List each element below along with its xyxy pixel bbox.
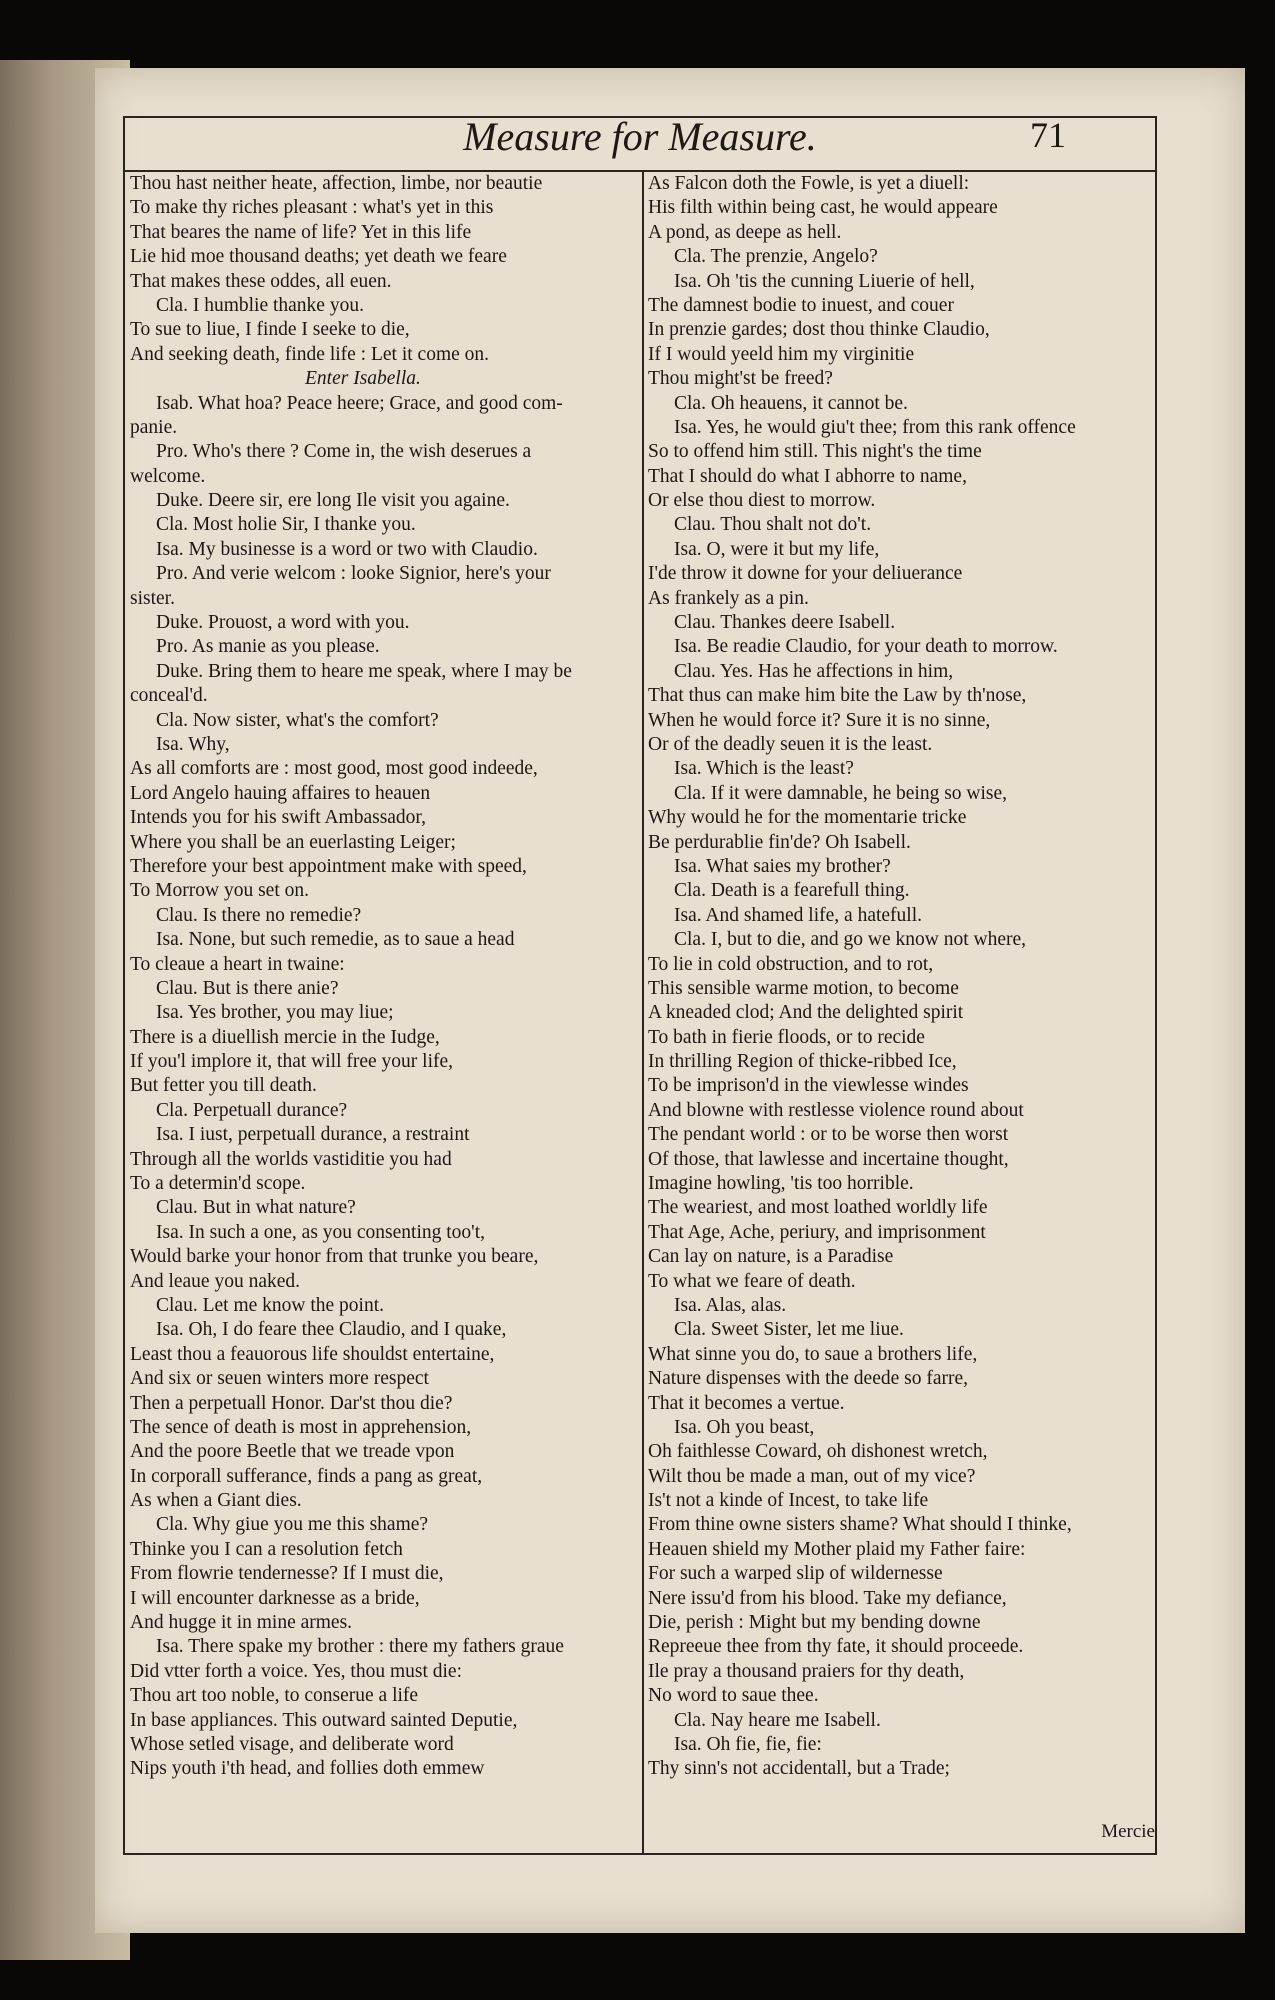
text-line: Isa. Yes brother, you may liue;: [156, 1002, 394, 1024]
text-line: To cleaue a heart in twaine:: [130, 953, 345, 975]
text-line: That beares the name of life? Yet in this life: [130, 221, 472, 243]
text-line: Lie hid moe thousand deaths; yet death we feare: [130, 246, 507, 268]
text-line: Isa. Oh fie, fie, fie:: [674, 1734, 822, 1755]
text-line: Isa. And shamed life, a hatefull.: [674, 904, 923, 926]
text-line: Isa. Oh you beast,: [674, 1416, 815, 1438]
text-line: Isa. Be readie Claudio, for your death to morrow.: [674, 636, 1058, 658]
text-line: sister.: [130, 587, 175, 609]
text-line: Pro. Who's there ? Come in, the wish deserues a: [156, 441, 532, 463]
text-line: Die, perish : Might but my bending downe: [648, 1612, 981, 1634]
text-line: Cla. I, but to die, and go we know not where,: [674, 929, 1027, 951]
text-line: Why would he for the momentarie tricke: [648, 807, 967, 829]
text-line: Be perdurablie fin'de? Oh Isabell.: [648, 831, 911, 853]
text-line: Then a perpetuall Honor. Dar'st thou die?: [130, 1392, 453, 1414]
text-line: Lord Angelo hauing affaires to heauen: [130, 782, 431, 804]
text-line: Thy sinn's not accidentall, but a Trade;: [648, 1758, 950, 1780]
text-line: Isa. In such a one, as you consenting too't,: [156, 1221, 485, 1243]
text-line: To what we feare of death.: [648, 1270, 856, 1292]
text-line: Cla. If it were damnable, he being so wise,: [674, 782, 1008, 804]
text-line: Clau. But is there anie?: [156, 977, 339, 999]
text-line: A kneaded clod; And the delighted spirit: [648, 1002, 964, 1024]
text-line: Least thou a feauorous life shouldst entertaine,: [130, 1343, 495, 1365]
text-line: Isab. What hoa? Peace heere; Grace, and good com-: [156, 392, 563, 414]
right-text-column: [648, 172, 1150, 1782]
text-line: Isa. Which is the least?: [674, 758, 854, 780]
text-line: The weariest, and most loathed worldly life: [648, 1197, 988, 1219]
text-line: Duke. Bring them to heare me speak, where I may be: [156, 660, 572, 682]
text-line: And six or seuen winters more respect: [130, 1368, 429, 1390]
text-line: If you'l implore it, that will free your life,: [130, 1051, 454, 1073]
running-title: Measure for Measure.: [463, 114, 817, 159]
left-text-column: [130, 172, 630, 1782]
text-line: Isa. None, but such remedie, as to saue a head: [156, 929, 515, 951]
text-line: What sinne you do, to saue a brothers life,: [648, 1343, 978, 1365]
text-line: Cla. Nay heare me Isabell.: [674, 1709, 881, 1731]
text-line: As when a Giant dies.: [130, 1490, 302, 1512]
text-line: Enter Isabella.: [305, 368, 421, 390]
text-line: To make thy riches pleasant : what's yet in this: [130, 197, 494, 219]
text-line: Oh faithlesse Coward, oh dishonest wretch,: [648, 1441, 988, 1463]
text-line: Through all the worlds vastiditie you had: [130, 1148, 452, 1170]
text-line: So to offend him still. This night's the time: [648, 441, 982, 463]
text-line: Of those, that lawlesse and incertaine thought,: [648, 1148, 1009, 1170]
text-line: Wilt thou be made a man, out of my vice?: [648, 1465, 976, 1487]
text-line: To a determin'd scope.: [130, 1173, 306, 1195]
text-line: conceal'd.: [130, 685, 208, 707]
text-line: Cla. Now sister, what's the comfort?: [156, 709, 439, 731]
text-line: Isa. Oh 'tis the cunning Liuerie of hell,: [674, 270, 975, 292]
text-line: Nature dispenses with the deede so farre,: [648, 1368, 969, 1390]
text-line: Did vtter forth a voice. Yes, thou must die:: [130, 1660, 463, 1682]
text-line: And seeking death, finde life : Let it come on.: [130, 343, 490, 365]
text-line: Isa. Yes, he would giu't thee; from this rank offence: [674, 416, 1076, 438]
text-line: Therefore your best appointment make with speed,: [130, 855, 527, 877]
text-line: That I should do what I abhorre to name,: [648, 465, 967, 487]
text-line: Nips youth i'th head, and follies doth emmew: [130, 1758, 485, 1780]
text-line: No word to saue thee.: [648, 1685, 819, 1707]
text-line: As Falcon doth the Fowle, is yet a diuell:: [648, 173, 970, 194]
text-line: Clau. But in what nature?: [156, 1197, 356, 1219]
text-line: Isa. O, were it but my life,: [674, 538, 880, 560]
text-line: Clau. Yes. Has he affections in him,: [674, 660, 954, 682]
text-line: Cla. Death is a fearefull thing.: [674, 880, 910, 902]
text-line: Clau. Thou shalt not do't.: [674, 514, 872, 536]
text-line: If I would yeeld him my virginitie: [648, 343, 915, 365]
text-line: For such a warped slip of wildernesse: [648, 1563, 943, 1585]
text-line: I will encounter darknesse as a bride,: [130, 1587, 420, 1609]
text-line: When he would force it? Sure it is no sinne,: [648, 709, 991, 731]
text-line: In prenzie gardes; dost thou thinke Claudio,: [648, 319, 990, 341]
text-line: Duke. Prouost, a word with you.: [156, 612, 410, 634]
text-line: To bath in fierie floods, or to recide: [648, 1026, 925, 1048]
text-line: Isa. My businesse is a word or two with Claudio.: [156, 538, 538, 560]
text-line: His filth within being cast, he would appeare: [648, 197, 998, 219]
text-line: From flowrie tendernesse? If I must die,: [130, 1563, 444, 1585]
text-line: To sue to liue, I finde I seeke to die,: [130, 319, 410, 341]
column-rule: [642, 170, 644, 1853]
text-line: Clau. Let me know the point.: [156, 1294, 385, 1316]
text-line: Or else thou diest to morrow.: [648, 490, 876, 512]
text-line: Imagine howling, 'tis too horrible.: [648, 1173, 914, 1195]
text-line: welcome.: [130, 465, 206, 487]
text-line: Or of the deadly seuen it is the least.: [648, 733, 933, 755]
text-line: Cla. Oh heauens, it cannot be.: [674, 392, 908, 414]
text-line: Isa. Oh, I do feare thee Claudio, and I quake,: [156, 1319, 507, 1341]
text-line: Cla. Sweet Sister, let me liue.: [674, 1319, 904, 1341]
text-line: In thrilling Region of thicke-ribbed Ice,: [648, 1051, 957, 1073]
text-line: But fetter you till death.: [130, 1075, 317, 1097]
text-line: panie.: [130, 416, 178, 438]
text-line: Thou hast neither heate, affection, limbe, nor beautie: [130, 173, 543, 194]
text-line: That it becomes a vertue.: [648, 1392, 845, 1414]
text-line: The damnest bodie to inuest, and couer: [648, 294, 954, 316]
text-line: Would barke your honor from that trunke you beare,: [130, 1246, 539, 1268]
text-line: As frankely as a pin.: [648, 587, 809, 609]
text-line: There is a diuellish mercie in the Iudge,: [130, 1026, 440, 1048]
text-line: Isa. Alas, alas.: [674, 1294, 787, 1316]
text-line: That makes these oddes, all euen.: [130, 270, 392, 292]
text-line: And leaue you naked.: [130, 1270, 301, 1292]
text-line: Isa. There spake my brother : there my fathers graue: [156, 1636, 564, 1658]
text-line: Cla. Why giue you me this shame?: [156, 1514, 429, 1536]
text-line: Is't not a kinde of Incest, to take life: [648, 1490, 929, 1512]
text-line: Duke. Deere sir, ere long Ile visit you againe.: [156, 490, 510, 512]
text-line: That Age, Ache, periury, and imprisonment: [648, 1221, 986, 1243]
text-line: I'de throw it downe for your deliuerance: [648, 563, 963, 585]
text-line: The sence of death is most in apprehension,: [130, 1416, 472, 1438]
text-line: And blowne with restlesse violence round about: [648, 1099, 1024, 1121]
text-line: Cla. I humblie thanke you.: [156, 294, 364, 316]
text-line: Isa. What saies my brother?: [674, 855, 891, 877]
text-line: To be imprison'd in the viewlesse windes: [648, 1075, 969, 1097]
text-line: Clau. Is there no remedie?: [156, 904, 362, 926]
text-line: Where you shall be an euerlasting Leiger;: [130, 831, 456, 853]
text-line: Ile pray a thousand praiers for thy death,: [648, 1660, 965, 1682]
text-line: Pro. And verie welcom : looke Signior, here's your: [156, 563, 551, 585]
text-line: Thou might'st be freed?: [648, 368, 833, 390]
text-line: Thou art too noble, to conserue a life: [130, 1685, 419, 1707]
text-line: To Morrow you set on.: [130, 880, 309, 902]
text-line: A pond, as deepe as hell.: [648, 221, 842, 243]
text-line: Isa. I iust, perpetuall durance, a restraint: [156, 1124, 470, 1146]
text-line: To lie in cold obstruction, and to rot,: [648, 953, 934, 975]
text-line: Repreeue thee from thy fate, it should proceede.: [648, 1636, 1024, 1658]
text-line: And hugge it in mine armes.: [130, 1612, 353, 1634]
text-line: Isa. Why,: [156, 733, 230, 755]
text-line: This sensible warme motion, to become: [648, 977, 959, 999]
text-line: Heauen shield my Mother plaid my Father faire:: [648, 1538, 1026, 1560]
text-line: Can lay on nature, is a Paradise: [648, 1246, 894, 1268]
text-line: In corporall sufferance, finds a pang as great,: [130, 1465, 483, 1487]
text-line: The pendant world : or to be worse then worst: [648, 1124, 1009, 1146]
text-line: Clau. Thankes deere Isabell.: [674, 612, 896, 634]
text-line: Whose setled visage, and deliberate word: [130, 1734, 454, 1755]
text-line: As all comforts are : most good, most good indeede,: [130, 758, 538, 780]
text-line: Nere issu'd from his blood. Take my defiance,: [648, 1587, 1007, 1609]
text-line: And the poore Beetle that we treade vpon: [130, 1441, 455, 1463]
text-line: Cla. Perpetuall durance?: [156, 1099, 348, 1121]
text-line: From thine owne sisters shame? What should I thinke,: [648, 1514, 1072, 1536]
text-line: Intends you for his swift Ambassador,: [130, 807, 427, 829]
text-line: Cla. The prenzie, Angelo?: [674, 246, 878, 268]
catchword: Mercie: [1101, 1821, 1155, 1842]
text-line: That thus can make him bite the Law by th'nose,: [648, 685, 1027, 707]
text-line: In base appliances. This outward sainted Deputie,: [130, 1709, 518, 1731]
text-line: Pro. As manie as you please.: [156, 636, 380, 658]
page-number: 71: [1030, 115, 1066, 155]
text-line: Thinke you I can a resolution fetch: [130, 1538, 403, 1560]
text-line: Cla. Most holie Sir, I thanke you.: [156, 514, 416, 536]
